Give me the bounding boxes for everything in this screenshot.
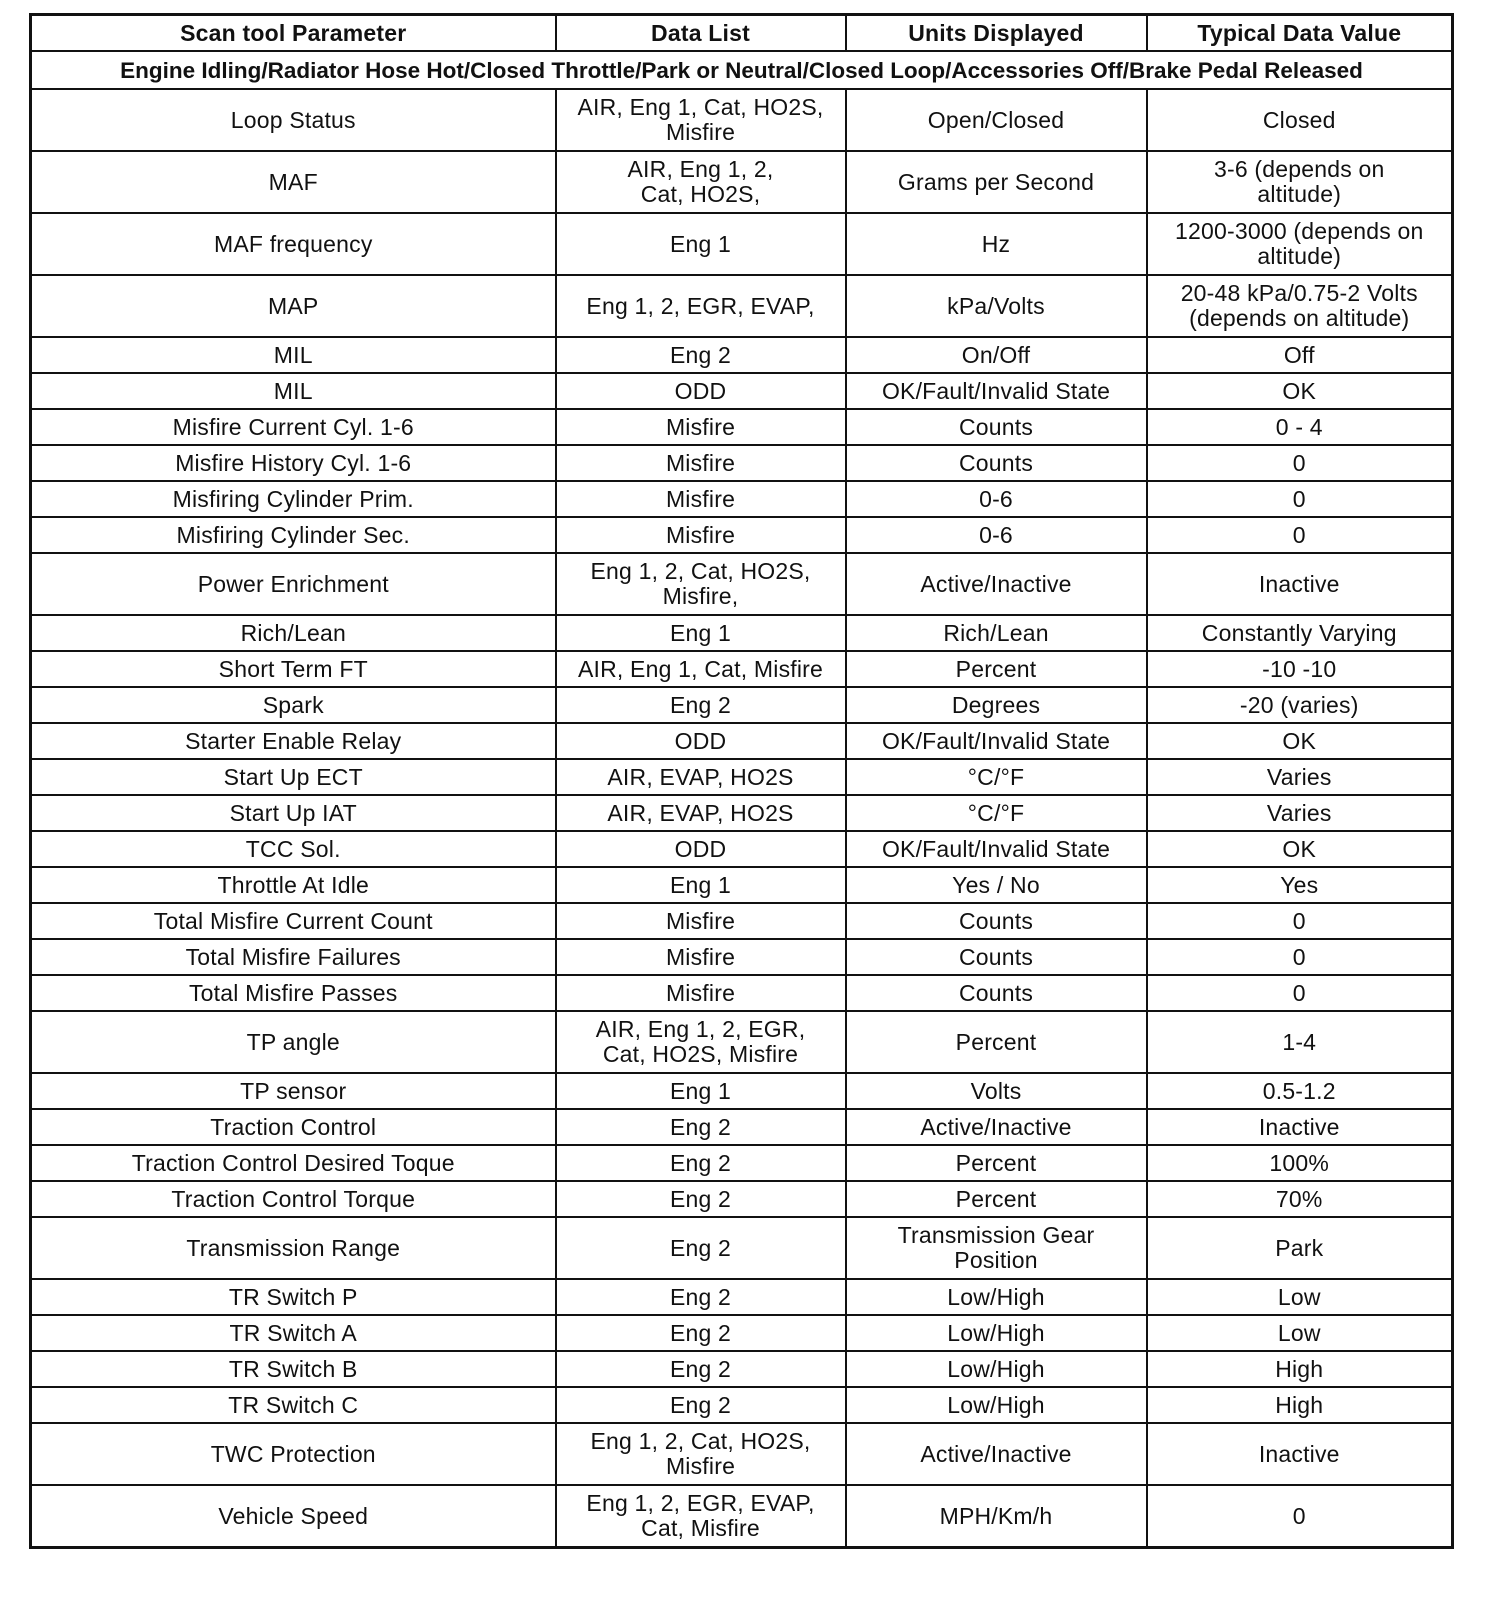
- typical-value-cell: OK: [1147, 831, 1453, 867]
- typical-value-cell: 3-6 (depends on altitude): [1147, 151, 1453, 213]
- typical-value-cell: Closed: [1147, 89, 1453, 151]
- parameter-cell: MIL: [31, 337, 556, 373]
- parameter-cell: Start Up IAT: [31, 795, 556, 831]
- units-cell: Hz: [846, 213, 1147, 275]
- typical-value-cell: 1200-3000 (depends on altitude): [1147, 213, 1453, 275]
- scan-tool-data-table: [29, 13, 1454, 1549]
- data-list-cell: Misfire: [556, 481, 846, 517]
- data-list-cell: Eng 2: [556, 337, 846, 373]
- parameter-cell: Start Up ECT: [31, 759, 556, 795]
- parameter-cell: Rich/Lean: [31, 615, 556, 651]
- typical-value-cell: -10 -10: [1147, 651, 1453, 687]
- units-cell: Open/Closed: [846, 89, 1147, 151]
- parameter-cell: MIL: [31, 373, 556, 409]
- parameter-cell: Traction Control: [31, 1109, 556, 1145]
- units-cell: Counts: [846, 975, 1147, 1011]
- typical-value-cell: Varies: [1147, 759, 1453, 795]
- table-row: [31, 795, 1453, 831]
- condition-row: [31, 51, 1453, 89]
- units-cell: On/Off: [846, 337, 1147, 373]
- table-row: [31, 553, 1453, 615]
- parameter-cell: Misfire History Cyl. 1-6: [31, 445, 556, 481]
- table-row: [31, 615, 1453, 651]
- units-cell: Percent: [846, 1011, 1147, 1073]
- table-row: [31, 517, 1453, 553]
- typical-value-cell: 0: [1147, 481, 1453, 517]
- parameter-cell: Spark: [31, 687, 556, 723]
- parameter-cell: TR Switch P: [31, 1279, 556, 1315]
- table-row: [31, 651, 1453, 687]
- data-list-cell: Eng 2: [556, 1351, 846, 1387]
- units-cell: MPH/Km/h: [846, 1485, 1147, 1548]
- parameter-cell: Starter Enable Relay: [31, 723, 556, 759]
- units-cell: Yes / No: [846, 867, 1147, 903]
- data-list-cell: Misfire: [556, 445, 846, 481]
- units-cell: OK/Fault/Invalid State: [846, 831, 1147, 867]
- typical-value-cell: Park: [1147, 1217, 1453, 1279]
- typical-value-cell: 0: [1147, 903, 1453, 939]
- header-data-list: Data List: [556, 15, 846, 52]
- parameter-cell: MAP: [31, 275, 556, 337]
- table-row: [31, 1145, 1453, 1181]
- table-row: [31, 867, 1453, 903]
- table-row: [31, 1423, 1453, 1485]
- data-list-cell: Eng 1: [556, 1073, 846, 1109]
- parameter-cell: Misfire Current Cyl. 1-6: [31, 409, 556, 445]
- parameter-cell: Traction Control Torque: [31, 1181, 556, 1217]
- parameter-cell: TR Switch C: [31, 1387, 556, 1423]
- parameter-cell: Vehicle Speed: [31, 1485, 556, 1548]
- data-list-cell: ODD: [556, 723, 846, 759]
- data-list-cell: Misfire: [556, 409, 846, 445]
- typical-value-cell: 0.5-1.2: [1147, 1073, 1453, 1109]
- units-cell: Counts: [846, 445, 1147, 481]
- units-cell: °C/°F: [846, 795, 1147, 831]
- units-cell: Transmission Gear Position: [846, 1217, 1147, 1279]
- typical-value-cell: Varies: [1147, 795, 1453, 831]
- data-list-cell: Eng 1, 2, EGR, EVAP, Cat, Misfire: [556, 1485, 846, 1548]
- parameter-cell: Total Misfire Failures: [31, 939, 556, 975]
- table-row: [31, 1485, 1453, 1548]
- table-row: [31, 687, 1453, 723]
- parameter-cell: Loop Status: [31, 89, 556, 151]
- header-typical-data-value: Typical Data Value: [1147, 15, 1453, 52]
- data-list-cell: Eng 2: [556, 1181, 846, 1217]
- data-list-cell: Misfire: [556, 517, 846, 553]
- table-row: [31, 1387, 1453, 1423]
- data-list-cell: ODD: [556, 831, 846, 867]
- units-cell: 0-6: [846, 517, 1147, 553]
- typical-value-cell: 1-4: [1147, 1011, 1453, 1073]
- typical-value-cell: Inactive: [1147, 553, 1453, 615]
- data-list-cell: AIR, EVAP, HO2S: [556, 759, 846, 795]
- typical-value-cell: 100%: [1147, 1145, 1453, 1181]
- parameter-cell: TR Switch A: [31, 1315, 556, 1351]
- typical-value-cell: OK: [1147, 723, 1453, 759]
- units-cell: Percent: [846, 1181, 1147, 1217]
- typical-value-cell: Low: [1147, 1279, 1453, 1315]
- data-list-cell: AIR, Eng 1, 2, Cat, HO2S,: [556, 151, 846, 213]
- data-list-cell: AIR, Eng 1, 2, EGR, Cat, HO2S, Misfire: [556, 1011, 846, 1073]
- data-list-cell: Eng 2: [556, 1315, 846, 1351]
- units-cell: Rich/Lean: [846, 615, 1147, 651]
- table-row: [31, 1109, 1453, 1145]
- units-cell: Low/High: [846, 1351, 1147, 1387]
- parameter-cell: Total Misfire Passes: [31, 975, 556, 1011]
- parameter-cell: MAF frequency: [31, 213, 556, 275]
- table-row: [31, 975, 1453, 1011]
- table-row: [31, 1073, 1453, 1109]
- data-list-cell: ODD: [556, 373, 846, 409]
- table-row: [31, 481, 1453, 517]
- table-row: [31, 1181, 1453, 1217]
- data-list-cell: Eng 1: [556, 615, 846, 651]
- typical-value-cell: 0: [1147, 939, 1453, 975]
- table-row: [31, 409, 1453, 445]
- parameter-cell: Total Misfire Current Count: [31, 903, 556, 939]
- units-cell: Active/Inactive: [846, 553, 1147, 615]
- typical-value-cell: 0: [1147, 517, 1453, 553]
- table-row: [31, 89, 1453, 151]
- parameter-cell: Transmission Range: [31, 1217, 556, 1279]
- parameter-cell: TCC Sol.: [31, 831, 556, 867]
- units-cell: OK/Fault/Invalid State: [846, 373, 1147, 409]
- parameter-cell: Traction Control Desired Toque: [31, 1145, 556, 1181]
- typical-value-cell: Inactive: [1147, 1109, 1453, 1145]
- data-list-cell: Eng 2: [556, 1145, 846, 1181]
- table-row: [31, 1217, 1453, 1279]
- data-list-cell: Eng 1, 2, Cat, HO2S, Misfire: [556, 1423, 846, 1485]
- units-cell: 0-6: [846, 481, 1147, 517]
- parameter-cell: Misfiring Cylinder Sec.: [31, 517, 556, 553]
- parameter-cell: TWC Protection: [31, 1423, 556, 1485]
- units-cell: Grams per Second: [846, 151, 1147, 213]
- parameter-cell: TP sensor: [31, 1073, 556, 1109]
- header-units-displayed: Units Displayed: [846, 15, 1147, 52]
- parameter-cell: TP angle: [31, 1011, 556, 1073]
- table-row: [31, 445, 1453, 481]
- parameter-cell: Short Term FT: [31, 651, 556, 687]
- typical-value-cell: Off: [1147, 337, 1453, 373]
- units-cell: Active/Inactive: [846, 1109, 1147, 1145]
- typical-value-cell: High: [1147, 1387, 1453, 1423]
- units-cell: Low/High: [846, 1387, 1147, 1423]
- table-row: [31, 759, 1453, 795]
- data-list-cell: AIR, EVAP, HO2S: [556, 795, 846, 831]
- units-cell: Percent: [846, 651, 1147, 687]
- parameter-cell: MAF: [31, 151, 556, 213]
- table-row: [31, 1315, 1453, 1351]
- parameter-cell: Misfiring Cylinder Prim.: [31, 481, 556, 517]
- parameter-cell: Power Enrichment: [31, 553, 556, 615]
- typical-value-cell: Inactive: [1147, 1423, 1453, 1485]
- units-cell: Volts: [846, 1073, 1147, 1109]
- data-list-cell: Eng 2: [556, 687, 846, 723]
- data-list-cell: Misfire: [556, 903, 846, 939]
- parameter-cell: Throttle At Idle: [31, 867, 556, 903]
- table-row: [31, 903, 1453, 939]
- typical-value-cell: 0: [1147, 445, 1453, 481]
- units-cell: Counts: [846, 903, 1147, 939]
- table-row: [31, 939, 1453, 975]
- units-cell: OK/Fault/Invalid State: [846, 723, 1147, 759]
- header-scan-tool-parameter: Scan tool Parameter: [31, 15, 556, 52]
- table-row: [31, 831, 1453, 867]
- typical-value-cell: High: [1147, 1351, 1453, 1387]
- data-list-cell: AIR, Eng 1, Cat, Misfire: [556, 651, 846, 687]
- parameter-cell: TR Switch B: [31, 1351, 556, 1387]
- table-row: [31, 1011, 1453, 1073]
- table-row: [31, 337, 1453, 373]
- units-cell: Counts: [846, 409, 1147, 445]
- data-list-cell: Eng 2: [556, 1109, 846, 1145]
- units-cell: Active/Inactive: [846, 1423, 1147, 1485]
- data-list-cell: Eng 1: [556, 213, 846, 275]
- table-row: [31, 723, 1453, 759]
- table-row: [31, 275, 1453, 337]
- units-cell: Degrees: [846, 687, 1147, 723]
- data-list-cell: Eng 2: [556, 1217, 846, 1279]
- test-condition: Engine Idling/Radiator Hose Hot/Closed Throttle/Park or Neutral/Closed Loop/Accessories Off/Brake Pedal Released: [31, 51, 1453, 89]
- data-list-cell: Misfire: [556, 975, 846, 1011]
- typical-value-cell: -20 (varies): [1147, 687, 1453, 723]
- typical-value-cell: 0: [1147, 1485, 1453, 1548]
- data-list-cell: Eng 1, 2, EGR, EVAP,: [556, 275, 846, 337]
- table-row: [31, 373, 1453, 409]
- table-row: [31, 1351, 1453, 1387]
- data-list-cell: Eng 1: [556, 867, 846, 903]
- units-cell: Counts: [846, 939, 1147, 975]
- typical-value-cell: 20-48 kPa/0.75-2 Volts (depends on altitude): [1147, 275, 1453, 337]
- typical-value-cell: Constantly Varying: [1147, 615, 1453, 651]
- typical-value-cell: 0: [1147, 975, 1453, 1011]
- typical-value-cell: 70%: [1147, 1181, 1453, 1217]
- typical-value-cell: Low: [1147, 1315, 1453, 1351]
- units-cell: Low/High: [846, 1315, 1147, 1351]
- data-list-cell: Eng 2: [556, 1279, 846, 1315]
- typical-value-cell: OK: [1147, 373, 1453, 409]
- table-row: [31, 1279, 1453, 1315]
- typical-value-cell: 0 - 4: [1147, 409, 1453, 445]
- data-list-cell: Misfire: [556, 939, 846, 975]
- data-list-cell: AIR, Eng 1, Cat, HO2S, Misfire: [556, 89, 846, 151]
- units-cell: Percent: [846, 1145, 1147, 1181]
- units-cell: kPa/Volts: [846, 275, 1147, 337]
- data-list-cell: Eng 1, 2, Cat, HO2S, Misfire,: [556, 553, 846, 615]
- units-cell: °C/°F: [846, 759, 1147, 795]
- table-row: [31, 213, 1453, 275]
- data-list-cell: Eng 2: [556, 1387, 846, 1423]
- header-row: [31, 15, 1453, 52]
- units-cell: Low/High: [846, 1279, 1147, 1315]
- table-row: [31, 151, 1453, 213]
- typical-value-cell: Yes: [1147, 867, 1453, 903]
